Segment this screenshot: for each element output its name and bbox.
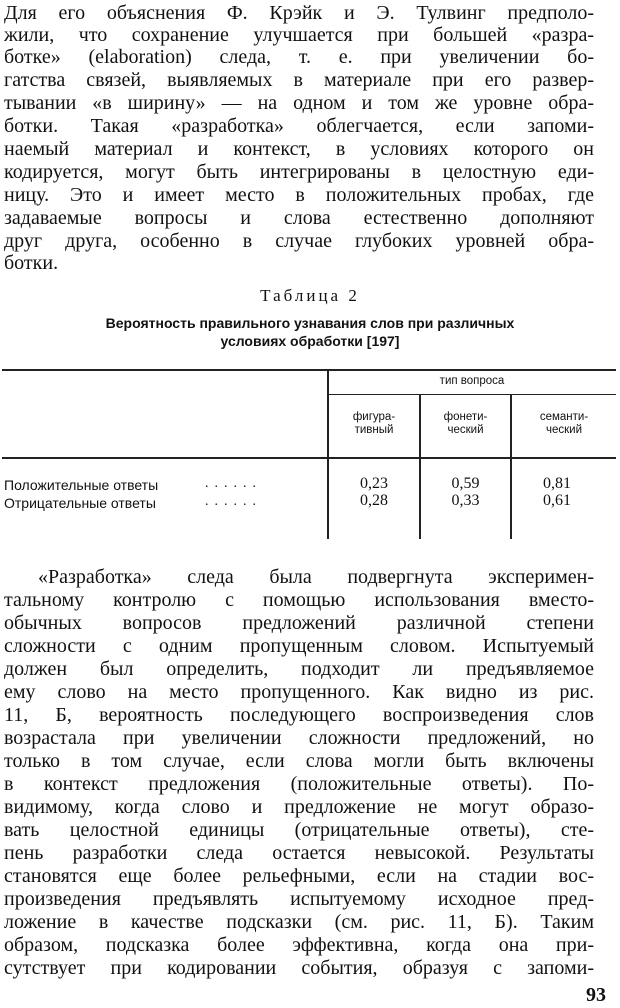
table-cell: 0,33 xyxy=(451,492,480,509)
table-cell: 0,28 xyxy=(360,492,388,509)
text-line: только в том случае, если слова могли быть включены xyxy=(4,750,594,772)
text-line: ботки. xyxy=(4,252,59,274)
text-line: «Разработка» следа была подвергнута эксперимен- xyxy=(38,566,594,588)
table-column-header xyxy=(421,411,510,437)
table-cell: 0,61 xyxy=(543,492,571,509)
text-line: возрастала при увеличении сложности предложений, но xyxy=(4,727,594,749)
text-line: сутствует при кодировании события, образуя с запоми- xyxy=(4,957,594,979)
text-line: образом, подсказка более эффективна, когда она при- xyxy=(4,934,594,956)
table-cell: 0,59 xyxy=(451,475,480,492)
text-line: обычных вопросов предложений различной степени xyxy=(4,612,594,634)
table-header-rule xyxy=(2,457,616,459)
text-line: вать целостной единицы (отрицательные ответы), сте- xyxy=(4,819,594,841)
table-top-rule xyxy=(2,369,616,371)
table-row-label: Отрицательные ответы xyxy=(4,495,156,511)
table-group-rule xyxy=(327,394,616,395)
table-leader-dots: ...... xyxy=(205,494,262,509)
text-line: видимому, когда слово и предложение не могут образо- xyxy=(4,796,594,818)
text-line: тывании «в ширину» — на одном и том же уровне обра- xyxy=(4,92,594,114)
column-header-line: фигура- xyxy=(352,411,396,423)
table-leader-dots: ...... xyxy=(205,476,262,491)
text-line: произведения предъявлять испытуемому исходное пред- xyxy=(4,888,594,910)
table-title-line: условиях обработки [197] xyxy=(220,333,400,349)
text-line: ботке» (elaboration) следа, т. е. при увеличении бо- xyxy=(4,46,594,68)
table-title-line: Вероятность правильного узнавания слов при различных xyxy=(105,315,515,331)
text-line: сложности с одним пропущенным словом. Испытуемый xyxy=(4,635,594,657)
table-row-label: Положительные ответы xyxy=(4,477,159,493)
text-line: ему слово на место пропущенного. Как видно из рис. xyxy=(4,681,594,703)
text-line: задаваемые вопросы и слова естественно дополняют xyxy=(4,207,594,229)
text-line: ложение в качестве подсказки (см. рис. 11, Б). Таким xyxy=(4,911,594,933)
column-header-line: ческий xyxy=(545,424,583,436)
text-line: друг друга, особенно в случае глубоких уровней обра- xyxy=(4,230,594,252)
text-line: гатства связей, выявляемых в материале при его развер- xyxy=(4,69,594,91)
table-column-header xyxy=(329,411,419,437)
text-line: кодируется, могут быть интегрированы в целостную еди- xyxy=(4,161,594,183)
column-header-line: фонети- xyxy=(443,411,488,423)
table-title xyxy=(0,314,620,350)
text-line: наемый материал и контекст, в условиях которого он xyxy=(4,138,594,160)
text-line: ботки. Такая «разработка» облегчается, если запоми- xyxy=(4,115,594,137)
table-column-header xyxy=(512,411,616,437)
text-line: жили, что сохранение улучшается при большей «разра- xyxy=(4,24,594,46)
page-number: 93 xyxy=(586,984,606,1006)
text-line: пень разработки следа остается невысокой. Результаты xyxy=(4,842,594,864)
text-line: тальному контролю с помощью использования вместо- xyxy=(4,589,594,611)
table-cell: 0,81 xyxy=(543,475,571,492)
table-group-header: тип вопроса xyxy=(439,375,505,387)
text-line: в контекст предложения (положительные ответы). По- xyxy=(4,773,594,795)
column-header-line: тивный xyxy=(354,424,394,436)
text-line: ницу. Это и имеет место в положительных пробах, где xyxy=(4,184,594,206)
text-line: должен был определить, подходит ли предъявляемое xyxy=(4,658,594,680)
text-line: становятся еще более рельефными, если на стадии вос- xyxy=(4,865,594,887)
column-header-line: ческий xyxy=(447,424,484,436)
text-line: Для его объяснения Ф. Крэйк и Э. Тулвинг предполо- xyxy=(4,2,594,24)
column-header-line: семанти- xyxy=(539,411,589,423)
table-caption: Таблица 2 xyxy=(260,286,360,305)
text-line: 11, Б, вероятность последующего воспроизведения слов xyxy=(4,704,594,726)
table-cell: 0,23 xyxy=(360,475,388,492)
